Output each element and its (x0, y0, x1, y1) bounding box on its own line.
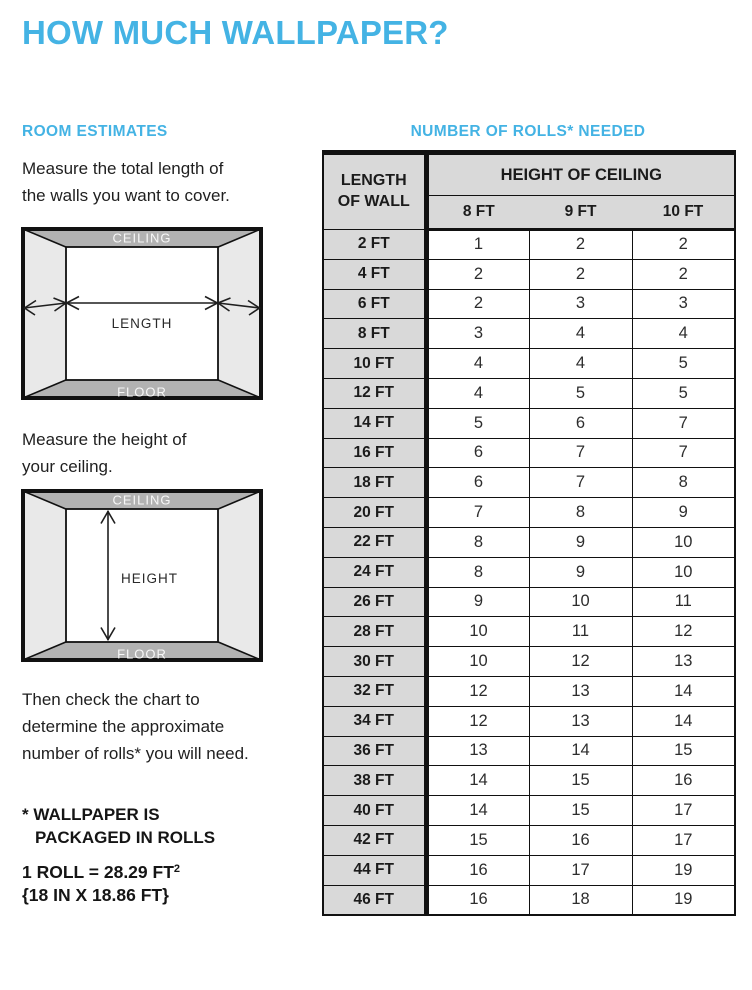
roll-count-cell: 17 (632, 825, 735, 855)
ceiling-height-10ft: 10 FT (632, 196, 735, 230)
room-length-diagram (21, 227, 263, 400)
roll-count-cell: 9 (529, 557, 632, 587)
wall-length-cell: 16 FT (323, 438, 426, 468)
roll-count-cell: 16 (426, 855, 529, 885)
table-row (323, 378, 735, 408)
roll-count-cell: 7 (632, 408, 735, 438)
roll-count-cell: 16 (529, 825, 632, 855)
roll-count-cell: 5 (426, 408, 529, 438)
table-row (323, 825, 735, 855)
wall-length-cell: 14 FT (323, 408, 426, 438)
roll-size-line2: {18 IN X 18.86 FT} (22, 885, 169, 905)
length-of-wall-header: LENGTH OF WALL (323, 153, 426, 230)
roll-count-cell: 14 (426, 766, 529, 796)
roll-size-main: 1 ROLL = 28.29 FT (22, 862, 174, 882)
roll-count-cell: 8 (426, 557, 529, 587)
room-estimates-heading: ROOM ESTIMATES (22, 123, 168, 140)
room-height-diagram (21, 489, 263, 662)
table-row (323, 438, 735, 468)
table-row (323, 468, 735, 498)
roll-count-cell: 10 (632, 557, 735, 587)
wall-length-cell: 20 FT (323, 498, 426, 528)
floor-label: FLOOR (117, 646, 167, 662)
wall-length-cell: 30 FT (323, 647, 426, 677)
roll-count-cell: 12 (426, 706, 529, 736)
table-row (323, 617, 735, 647)
roll-count-cell: 13 (426, 736, 529, 766)
table-row (323, 289, 735, 319)
roll-count-cell: 3 (529, 289, 632, 319)
height-label: HEIGHT (121, 571, 179, 586)
roll-count-cell: 10 (632, 527, 735, 557)
step3-line2: determine the approximate (22, 717, 225, 736)
step2-line1: Measure the height of (22, 430, 187, 449)
roll-count-cell: 7 (529, 468, 632, 498)
roll-count-cell: 12 (529, 647, 632, 677)
wall-length-cell: 6 FT (323, 289, 426, 319)
wall-length-cell: 40 FT (323, 796, 426, 826)
roll-count-cell: 14 (426, 796, 529, 826)
wall-length-cell: 12 FT (323, 378, 426, 408)
footnote-line1: * WALLPAPER IS (22, 805, 160, 824)
roll-count-cell: 4 (529, 349, 632, 379)
roll-count-cell: 13 (632, 647, 735, 677)
table-row (323, 885, 735, 915)
right-wall-panel (218, 227, 263, 400)
table-header (323, 153, 735, 230)
roll-count-cell: 4 (426, 349, 529, 379)
table-row (323, 527, 735, 557)
roll-count-cell: 3 (632, 289, 735, 319)
wall-length-cell: 32 FT (323, 676, 426, 706)
roll-count-cell: 8 (426, 527, 529, 557)
ceiling-height-9ft: 9 FT (529, 196, 632, 230)
left-wall-panel (21, 227, 66, 400)
step1-line2: the walls you want to cover. (22, 186, 230, 205)
wall-length-cell: 36 FT (323, 736, 426, 766)
table-row (323, 855, 735, 885)
roll-count-cell: 7 (529, 438, 632, 468)
wall-length-cell: 8 FT (323, 319, 426, 349)
roll-count-cell: 15 (529, 766, 632, 796)
roll-count-cell: 1 (426, 230, 529, 260)
roll-count-cell: 19 (632, 855, 735, 885)
roll-size-info (22, 858, 180, 907)
ceiling-height-8ft: 8 FT (426, 196, 529, 230)
roll-size-line1 (22, 858, 180, 884)
table-row (323, 706, 735, 736)
roll-count-cell: 10 (529, 587, 632, 617)
roll-count-cell: 3 (426, 319, 529, 349)
roll-count-cell: 7 (426, 498, 529, 528)
footnote-line2: PACKAGED IN ROLLS (35, 828, 216, 847)
roll-count-cell: 5 (632, 349, 735, 379)
roll-count-cell: 2 (426, 259, 529, 289)
right-wall-panel (218, 489, 263, 662)
table-row (323, 647, 735, 677)
roll-count-cell: 9 (529, 527, 632, 557)
roll-size-exponent: 2 (173, 863, 181, 875)
roll-count-cell: 17 (529, 855, 632, 885)
ceiling-label: CEILING (112, 230, 172, 246)
step2-instruction (22, 426, 186, 480)
table-row (323, 349, 735, 379)
wall-length-cell: 46 FT (323, 885, 426, 915)
roll-count-cell: 12 (426, 676, 529, 706)
roll-count-cell: 2 (529, 259, 632, 289)
wall-length-cell: 34 FT (323, 706, 426, 736)
table-row (323, 676, 735, 706)
roll-count-cell: 2 (529, 230, 632, 260)
table-row (323, 736, 735, 766)
rolls-needed-heading: NUMBER OF ROLLS* NEEDED (410, 123, 646, 140)
height-of-ceiling-header: HEIGHT OF CEILING (426, 153, 735, 196)
roll-count-cell: 10 (426, 647, 529, 677)
wall-length-cell: 26 FT (323, 587, 426, 617)
step1-line1: Measure the total length of (22, 159, 224, 178)
page-title: HOW MUCH WALLPAPER? (22, 14, 449, 51)
roll-count-cell: 14 (529, 736, 632, 766)
roll-count-cell: 6 (426, 468, 529, 498)
step2-line2: your ceiling. (22, 457, 113, 476)
table-row (323, 319, 735, 349)
roll-count-cell: 14 (632, 706, 735, 736)
roll-count-cell: 7 (632, 438, 735, 468)
roll-count-cell: 5 (632, 378, 735, 408)
table-row (323, 259, 735, 289)
roll-count-cell: 4 (632, 319, 735, 349)
roll-count-cell: 16 (632, 766, 735, 796)
wall-length-cell: 4 FT (323, 259, 426, 289)
roll-count-cell: 17 (632, 796, 735, 826)
roll-count-cell: 4 (426, 378, 529, 408)
table-row (323, 230, 735, 260)
roll-count-cell: 19 (632, 885, 735, 915)
table-row (323, 498, 735, 528)
step3-line3: number of rolls* you will need. (22, 744, 249, 763)
roll-count-cell: 5 (529, 378, 632, 408)
roll-count-cell: 14 (632, 676, 735, 706)
rolls-needed-table (322, 150, 736, 916)
length-label: LENGTH (111, 316, 173, 331)
roll-count-cell: 13 (529, 706, 632, 736)
roll-count-cell: 4 (529, 319, 632, 349)
wall-length-cell: 10 FT (323, 349, 426, 379)
table-row (323, 557, 735, 587)
roll-count-cell: 8 (529, 498, 632, 528)
table-row (323, 766, 735, 796)
wallpaper-rolls-footnote (22, 803, 215, 849)
roll-count-cell: 9 (426, 587, 529, 617)
roll-count-cell: 12 (632, 617, 735, 647)
roll-count-cell: 2 (426, 289, 529, 319)
roll-count-cell: 6 (529, 408, 632, 438)
wall-length-cell: 2 FT (323, 230, 426, 260)
wall-length-cell: 28 FT (323, 617, 426, 647)
left-wall-panel (21, 489, 66, 662)
roll-count-cell: 15 (426, 825, 529, 855)
roll-count-cell: 15 (632, 736, 735, 766)
table-row (323, 587, 735, 617)
wall-length-cell: 24 FT (323, 557, 426, 587)
roll-count-cell: 2 (632, 259, 735, 289)
step3-line1: Then check the chart to (22, 690, 200, 709)
wall-length-cell: 42 FT (323, 825, 426, 855)
roll-count-cell: 11 (529, 617, 632, 647)
wall-length-cell: 44 FT (323, 855, 426, 885)
step1-instruction (22, 155, 230, 209)
roll-count-cell: 15 (529, 796, 632, 826)
wall-length-cell: 18 FT (323, 468, 426, 498)
roll-count-cell: 6 (426, 438, 529, 468)
ceiling-label: CEILING (112, 492, 172, 508)
roll-count-cell: 9 (632, 498, 735, 528)
roll-count-cell: 11 (632, 587, 735, 617)
floor-label: FLOOR (117, 384, 167, 400)
roll-count-cell: 10 (426, 617, 529, 647)
roll-count-cell: 8 (632, 468, 735, 498)
table-body (323, 230, 735, 915)
wall-length-cell: 22 FT (323, 527, 426, 557)
group-header-row (323, 153, 735, 196)
back-wall-panel (66, 247, 218, 380)
wall-length-cell: 38 FT (323, 766, 426, 796)
roll-count-cell: 2 (632, 230, 735, 260)
roll-count-cell: 18 (529, 885, 632, 915)
step3-instruction (22, 686, 249, 767)
table-row (323, 408, 735, 438)
roll-count-cell: 13 (529, 676, 632, 706)
table-row (323, 796, 735, 826)
roll-count-cell: 16 (426, 885, 529, 915)
